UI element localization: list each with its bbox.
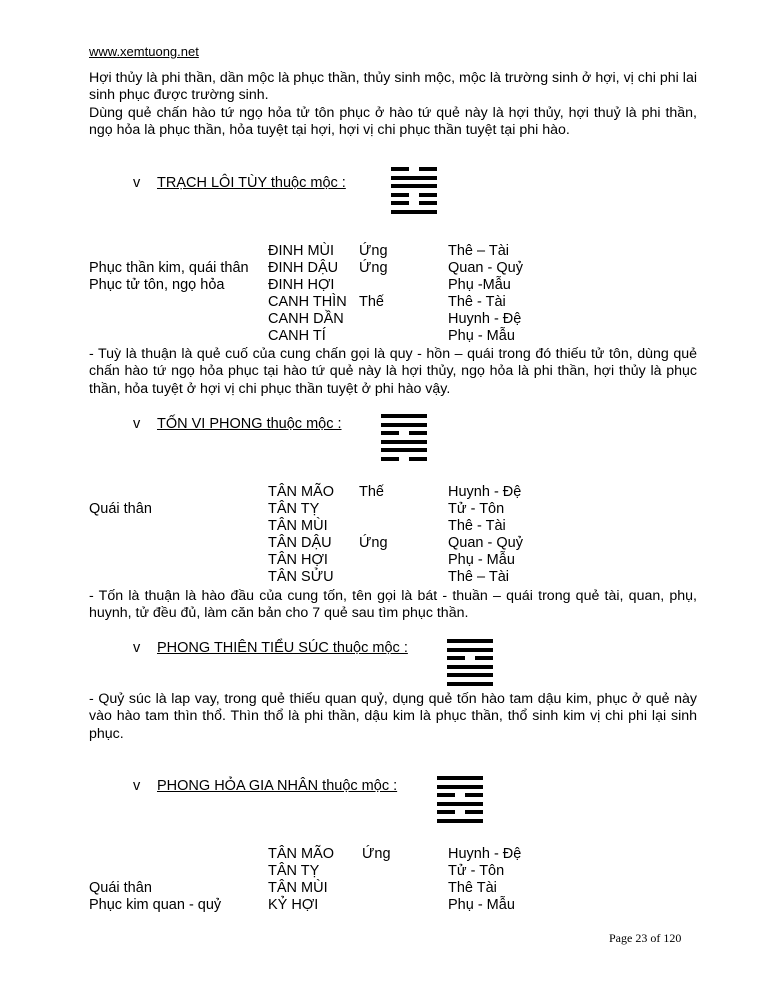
branch-label: KỶ HỢI bbox=[268, 897, 319, 913]
branch-label: TÂN MÙI bbox=[268, 518, 328, 534]
branch-label: TÂN HỢI bbox=[268, 552, 328, 568]
hexagram-line-full bbox=[447, 682, 493, 686]
hidden-note: Quái thân bbox=[89, 501, 152, 517]
hexagram-line-full bbox=[437, 802, 483, 806]
relation-label: Huynh - Đệ bbox=[448, 311, 522, 327]
hidden-note: Quái thân bbox=[89, 880, 152, 896]
page-number: Page 23 of 120 bbox=[609, 931, 682, 945]
intro-paragraph-1: Hợi thủy là phi thần, dần mộc là phục thần, thủy sinh mộc, mộc là trường sinh ở hợi, vị chi phi lai sinh phục được trường sinh. bbox=[89, 70, 697, 104]
hexagram-phong-thien-tieu-suc bbox=[447, 639, 493, 691]
relation-label: Phụ - Mẫu bbox=[448, 552, 515, 568]
branch-label: ĐINH MÙI bbox=[268, 243, 335, 259]
hexagram-line-full bbox=[381, 414, 427, 418]
hexagram-line-full bbox=[391, 176, 437, 180]
relation-label: Thê – Tài bbox=[448, 243, 509, 259]
relation-label: Phụ - Mẫu bbox=[448, 328, 515, 344]
hexagram-trach-loi-tuy bbox=[391, 167, 437, 219]
branch-label: CANH DẦN bbox=[268, 311, 344, 327]
hidden-note: Phục tử tôn, ngọ hỏa bbox=[89, 277, 225, 293]
relation-label: Huynh - Đệ bbox=[448, 484, 522, 500]
hexagram-ton-vi-phong bbox=[381, 414, 427, 466]
section-note: - Tuỳ là thuận là quẻ cuố của cung chấn gọi là quy - hồn – quái trong đó thiếu tử tôn, dùng quẻ chấn hào tứ ngọ hỏa phục tại hào tứ quẻ này là hợi thủy, ngọ hỏa là phi thần, hợi thủy là phục thần, hỏa tuyệt ở hợi vị chi phục thần tuyệt ở phi hào vậy. bbox=[89, 346, 697, 397]
branch-label: TÂN TỴ bbox=[268, 863, 320, 879]
branch-label: TÂN TỴ bbox=[268, 501, 320, 517]
relation-label: Quan - Quỷ bbox=[448, 535, 523, 551]
relation-label: Tử - Tôn bbox=[448, 501, 505, 517]
relation-label: Huynh - Đệ bbox=[448, 846, 522, 862]
branch-label: TÂN DẬU bbox=[268, 535, 332, 551]
branch-label: TÂN MÃO bbox=[268, 846, 335, 862]
relation-label: Thê - Tài bbox=[448, 294, 506, 310]
hexagram-line-full bbox=[437, 819, 483, 823]
hexagram-line-full bbox=[391, 184, 437, 188]
relation-label: Phụ - Mẫu bbox=[448, 897, 515, 913]
section-bullet: v bbox=[133, 640, 141, 656]
hexagram-line-full bbox=[381, 440, 427, 444]
relation-label: Thê – Tài bbox=[448, 569, 509, 585]
branch-label: ĐINH DẬU bbox=[268, 260, 339, 276]
hexagram-line-full bbox=[381, 423, 427, 427]
site-url[interactable]: www.xemtuong.net bbox=[89, 44, 199, 59]
position-mark: Thế bbox=[359, 294, 384, 310]
section-note: - Quỷ súc là lap vay, trong quẻ thiếu quan quỷ, dụng quẻ tốn hào tam dậu kim, phục ở quẻ này vào hào tam thìn thổ. Thìn thổ là phi thần, dậu kim là phục thần, thổ sinh kim vị chi phi lại sinh phục. bbox=[89, 691, 697, 742]
section-bullet: v bbox=[133, 175, 141, 191]
position-mark: Ứng bbox=[362, 846, 391, 862]
section-note: - Tốn là thuận là hào đầu của cung tốn, tên gọi là bát - thuần – quái trong quẻ tài, quan, phụ, huynh, tử đều đủ, làm căn bản cho 7 quẻ sau tìm phục thần. bbox=[89, 588, 697, 622]
section-bullet: v bbox=[133, 778, 141, 794]
hexagram-phong-hoa-gia-nhan bbox=[437, 776, 483, 828]
hexagram-line-full bbox=[381, 448, 427, 452]
hexagram-line-full bbox=[437, 776, 483, 780]
hexagram-line-full bbox=[447, 639, 493, 643]
relation-label: Quan - Quỷ bbox=[448, 260, 523, 276]
relation-label: Tử - Tôn bbox=[448, 863, 505, 879]
intro-paragraph-2: Dùng quẻ chấn hào tứ ngọ hỏa tử tôn phục ở hào tứ quẻ này là hợi thủy, hợi thuỷ là phi thần, ngọ hỏa là phục thần, hỏa tuyệt tại hợi, hợi vị chi phục thần tuyệt tại phi hào. bbox=[89, 105, 697, 139]
hidden-note: Phục kim quan - quỷ bbox=[89, 897, 222, 913]
relation-label: Phụ -Mẫu bbox=[448, 277, 511, 293]
branch-label: TÂN SỬU bbox=[268, 569, 334, 585]
relation-label: Thê - Tài bbox=[448, 518, 506, 534]
hexagram-line-full bbox=[391, 210, 437, 214]
hexagram-line-full bbox=[447, 673, 493, 677]
relation-label: Thê Tài bbox=[448, 880, 497, 896]
position-mark: Ứng bbox=[359, 243, 388, 259]
hexagram-line-full bbox=[447, 648, 493, 652]
section-title-phong-hoa-gia-nhan: PHONG HỎA GIA NHÂN thuộc mộc : bbox=[157, 778, 398, 794]
branch-label: TÂN MÙI bbox=[268, 880, 328, 896]
branch-label: ĐINH HỢI bbox=[268, 277, 335, 293]
section-bullet: v bbox=[133, 416, 141, 432]
hexagram-line-full bbox=[437, 785, 483, 789]
hidden-note: Phục thần kim, quái thân bbox=[89, 260, 249, 276]
hexagram-line-full bbox=[447, 665, 493, 669]
branch-label: TÂN MÃO bbox=[268, 484, 335, 500]
position-mark: Ứng bbox=[359, 260, 388, 276]
position-mark: Ứng bbox=[359, 535, 388, 551]
section-title-ton-vi-phong: TỐN VI PHONG thuộc mộc : bbox=[157, 416, 342, 432]
position-mark: Thế bbox=[359, 484, 384, 500]
section-title-trach-loi-tuy: TRẠCH LÔI TÙY thuộc mộc : bbox=[157, 175, 346, 191]
branch-label: CANH THÌN bbox=[268, 294, 347, 310]
section-title-phong-thien-tieu-suc: PHONG THIÊN TIỂU SÚC thuộc mộc : bbox=[157, 640, 408, 656]
branch-label: CANH TÍ bbox=[268, 328, 326, 344]
